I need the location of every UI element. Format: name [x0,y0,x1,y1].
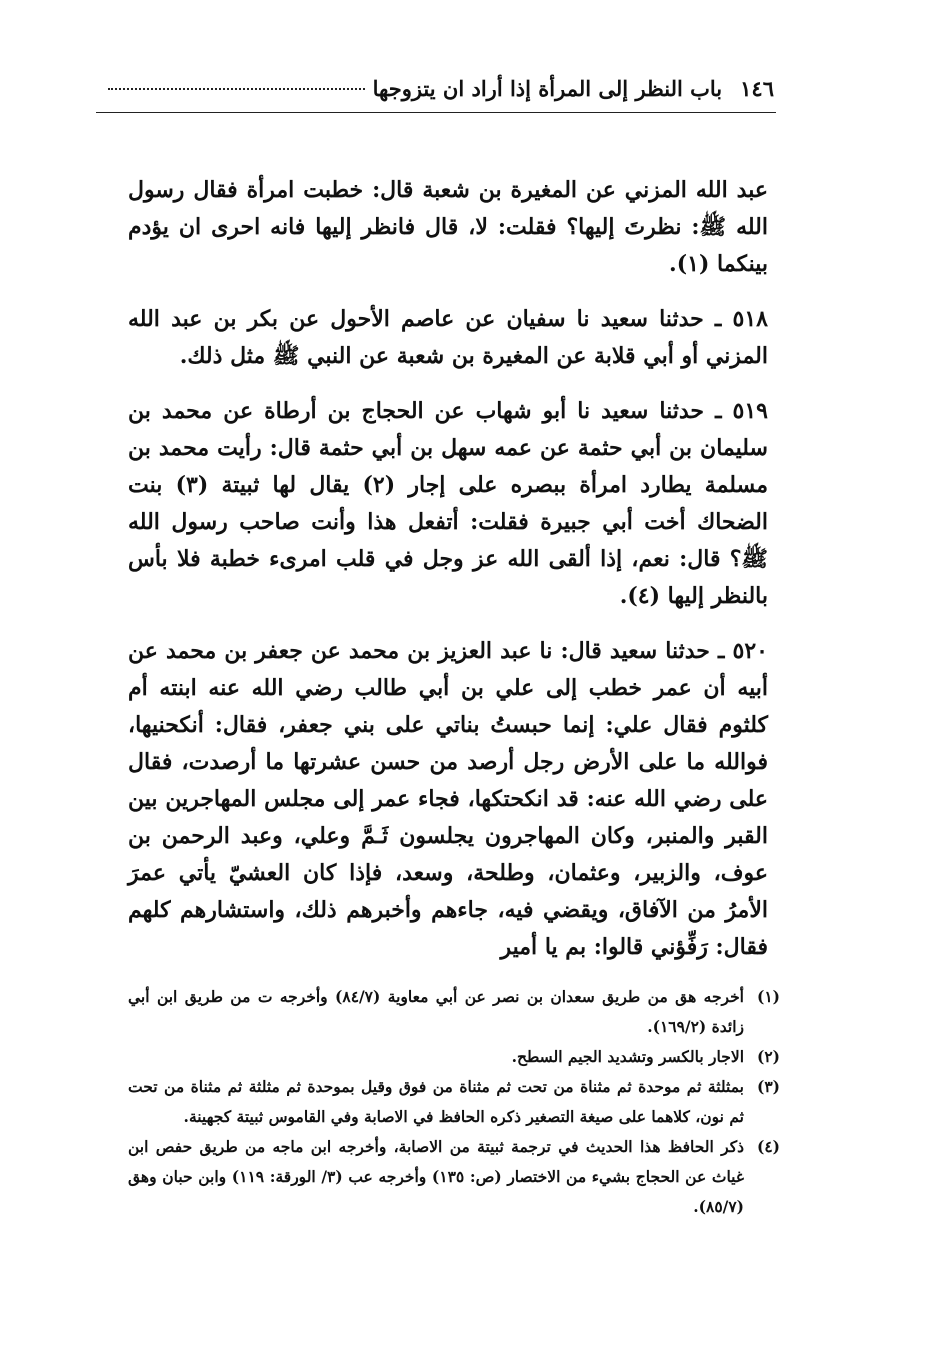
hadith-519 [128,393,768,615]
header-dot-leader [108,88,365,90]
footnote-text: ذكر الحافظ هذا الحديث في ترجمة ثبيتة من الاصابة، وأخرجه ابن ماجه من طريق حفص ابن غياث عن الحجاج بشيء من الاختصار (ص: ١٣٥) وأخرجه عب (٣/ الورقة: ١١٩) وابن حبان وهق (٨٥/٧). [128,1137,744,1216]
footnote [128,1042,780,1072]
main-text [128,172,768,984]
hadith-number: ٥١٨ ـ [714,306,768,332]
header-rule [96,112,776,113]
hadith-text: حدثنا سعيد نا أبو شهاب عن الحجاج بن أرطاة عن محمد بن سليمان بن أبي حثمة عن عمه سهل بن أبي حثمة قال: رأيت محمد بن مسلمة يطارد امرأة ببصره على إجار (٢) يقال لها ثبيتة (٣) بنت الضحاك أخت أبي جبيرة فقلت: أتفعل هذا وأنت صاحب رسول الله ﷺ؟ قال: نعم، إذا ألقى الله عز وجل في قلب امرىء خطبة فلا بأس بالنظر إليها (٤). [128,398,768,609]
paragraph-continued: عبد الله المزني عن المغيرة بن شعبة قال: خطبت امرأة فقال رسول الله ﷺ: نظرتَ إليها؟ فقلت: لا، قال فانظر إليها فانه احرى ان يؤدم بينكما (١). [128,177,768,277]
page-number: ١٤٦ [740,76,774,101]
footnote-text: بمثلثة ثم موحدة ثم مثناة من تحت ثم مثناة من فوق وقيل بموحدة ثم مثلثة ثم مثناة من تحت ثم نون، كلاهما على صيغة التصغير ذكره الحافظ في الاصابة وفي القاموس ثبيتة كجهينة. [128,1077,744,1126]
chapter-title: باب النظر إلى المرأة إذا أراد ان يتزوجها [372,76,723,101]
hadith-number: ٥٢٠ ـ [717,638,768,664]
footnote-number: (٤) [756,1137,780,1156]
footnote [128,982,780,1042]
footnote-number: (٣) [756,1077,780,1096]
hadith-text: حدثنا سعيد قال: نا عبد العزيز بن محمد عن جعفر بن محمد عن أبيه أن عمر خطب إلى علي بن أبي طالب رضي الله عنه ابنته أم كلثوم فقال علي: إنما حبستُ بناتي على بني جعفر، فقال: أنكحنيها، فوالله ما على الأرض رجل أرصد من حسن عشرتها ما أرصدت، فقال على رضي الله عنه: قد انكحتكها، فجاء عمر إلى مجلس المهاجرين بين القبر والمنبر، وكان المهاجرون يجلسون ثَـمَّ وعلي، وعبد الرحمن بن عوف، والزبير، وعثمان، وطلحة، وسعد، فإذا كان العشيّ يأتي عمرَ الأمرُ من الآفاق، ويقضي فيه، جاءهم وأخبرهم ذلك، واستشارهم كلهم فقال: رَفِّؤني قالوا: بم يا أمير [128,638,768,960]
footnote-number: (١) [756,987,780,1006]
footnote-text: الاجار بالكسر وتشديد الجيم السطح. [511,1047,744,1066]
footnotes [128,982,780,1222]
running-header [100,76,774,101]
footnote-text: أخرجه هق من طريق سعدان بن نصر عن أبي معاوية (٨٤/٧) وأخرجه ت من طريق ابن أبي زائدة (١٦٩/٢). [128,987,744,1036]
hadith-518 [128,301,768,375]
footnote [128,1072,780,1132]
hadith-text: حدثنا سعيد نا سفيان عن عاصم الأحول عن بكر بن عبد الله المزني أو أبي قلابة عن المغيرة بن شعبة عن النبي ﷺ مثل ذلك. [128,306,768,369]
hadith-number: ٥١٩ ـ [715,398,768,424]
footnote [128,1132,780,1222]
hadith-520 [128,633,768,966]
footnote-number: (٢) [756,1047,780,1066]
